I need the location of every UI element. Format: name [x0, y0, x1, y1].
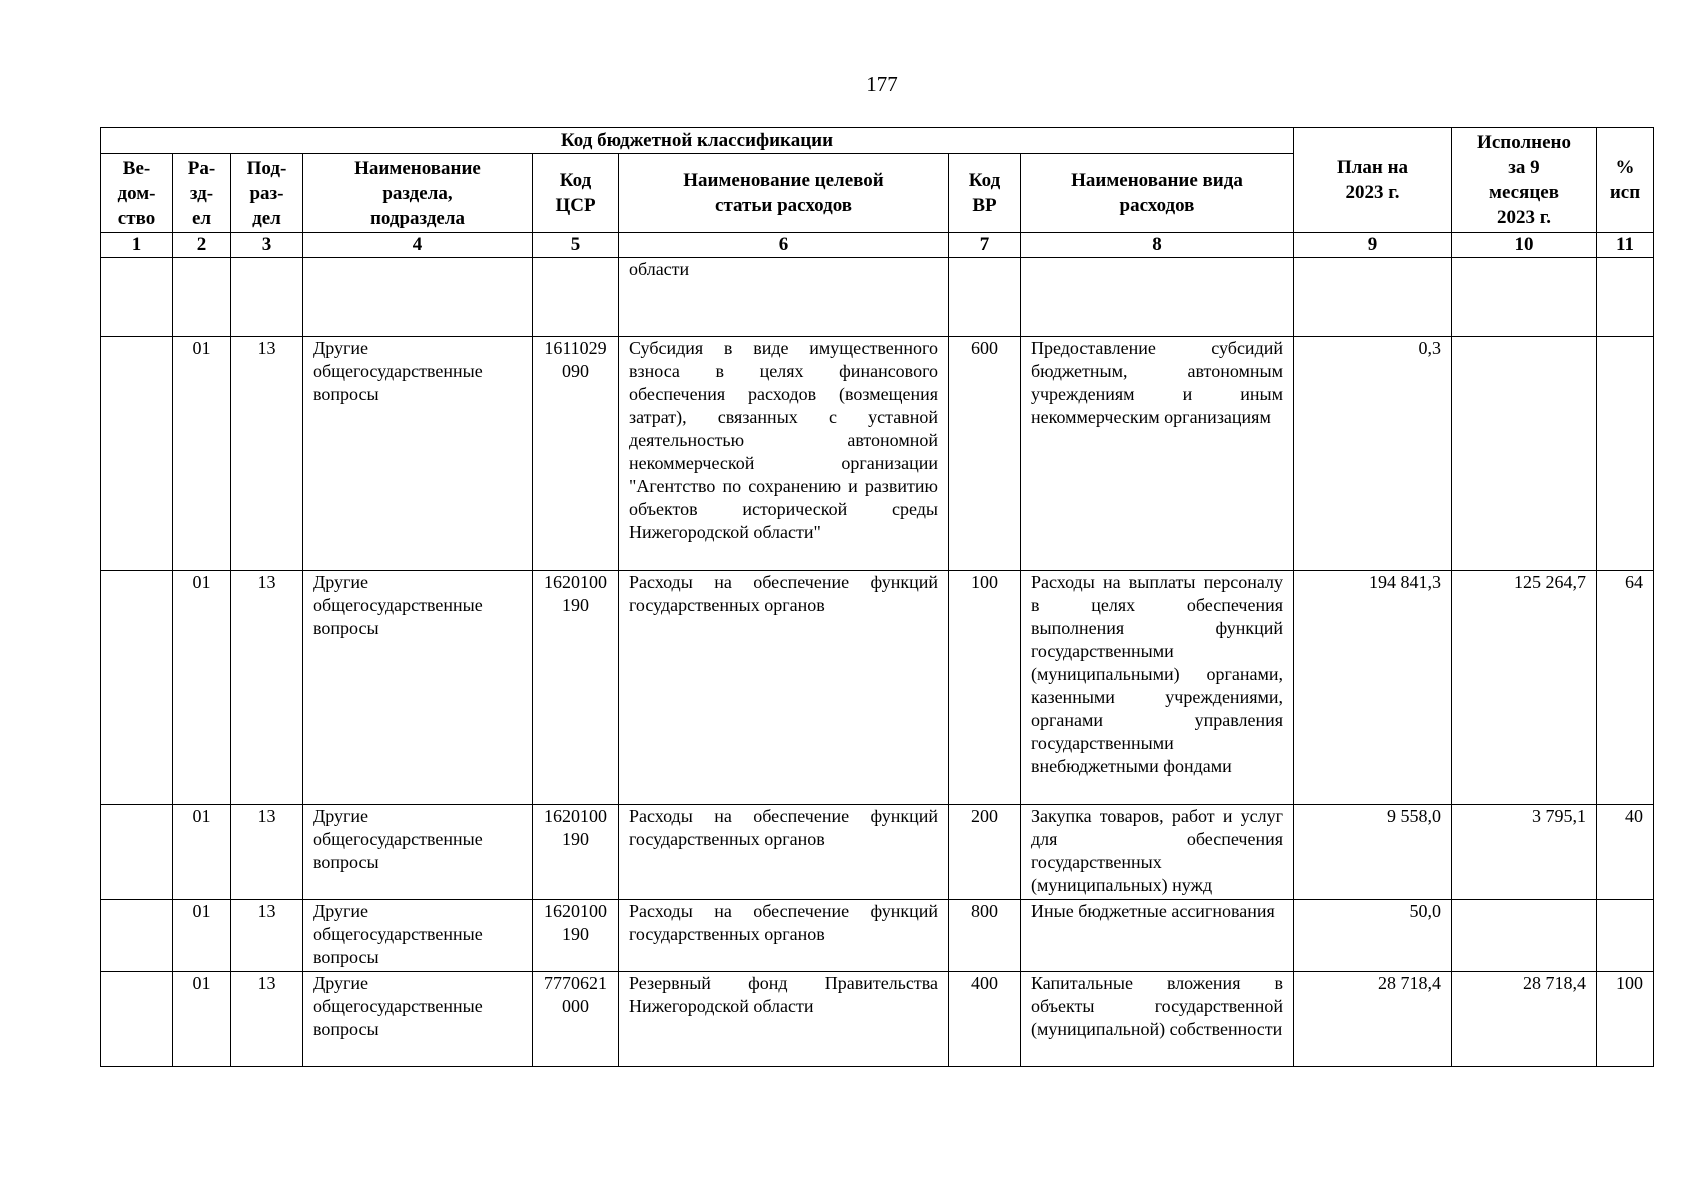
cell-razdel: 01	[173, 805, 231, 900]
column-number: 8	[1021, 233, 1294, 258]
cell-name-razdel: Другие общегосударственные вопросы	[303, 972, 533, 1067]
cell-name-statia: области	[619, 258, 949, 337]
cell-kod-vr: 400	[949, 972, 1021, 1067]
header-name-vid: Наименование вида расходов	[1021, 154, 1294, 233]
table-row	[101, 258, 1654, 337]
cell-executed	[1452, 337, 1597, 571]
cell-percent: 40	[1597, 805, 1654, 900]
cell-razdel: 01	[173, 571, 231, 805]
table-row	[101, 571, 1654, 805]
cell-razdel: 01	[173, 900, 231, 972]
cell-name-razdel: Другие общегосударственные вопросы	[303, 337, 533, 571]
header-row-group	[101, 128, 1654, 154]
table-row	[101, 337, 1654, 571]
cell-vedomstvo	[101, 805, 173, 900]
cell-podrazdel	[231, 258, 303, 337]
cell-kod-csr: 1620100190	[533, 571, 619, 805]
header-name-razdel: Наименование раздела, подраздела	[303, 154, 533, 233]
cell-name-razdel: Другие общегосударственные вопросы	[303, 571, 533, 805]
cell-vedomstvo	[101, 337, 173, 571]
cell-kod-csr	[533, 258, 619, 337]
cell-kod-vr: 100	[949, 571, 1021, 805]
cell-kod-vr	[949, 258, 1021, 337]
column-number: 2	[173, 233, 231, 258]
cell-executed: 3 795,1	[1452, 805, 1597, 900]
cell-kod-csr: 1611029090	[533, 337, 619, 571]
table-row	[101, 805, 1654, 900]
cell-executed	[1452, 258, 1597, 337]
cell-vedomstvo	[101, 972, 173, 1067]
cell-vedomstvo	[101, 900, 173, 972]
cell-name-vid: Расходы на выплаты персоналу в целях обеспечения выполнения функций государственными (муниципальными) органами, казенными учреждениями, органами управления государственными внебюджетными фондами	[1021, 571, 1294, 805]
column-number: 1	[101, 233, 173, 258]
cell-percent	[1597, 337, 1654, 571]
cell-executed: 28 718,4	[1452, 972, 1597, 1067]
cell-kod-vr: 600	[949, 337, 1021, 571]
cell-executed	[1452, 900, 1597, 972]
cell-plan	[1294, 258, 1452, 337]
header-razdel: Ра- зд- ел	[173, 154, 231, 233]
column-number: 7	[949, 233, 1021, 258]
column-number: 10	[1452, 233, 1597, 258]
cell-podrazdel: 13	[231, 571, 303, 805]
column-number: 3	[231, 233, 303, 258]
cell-vedomstvo	[101, 258, 173, 337]
header-executed: Исполнено за 9 месяцев 2023 г.	[1452, 128, 1597, 233]
cell-plan: 9 558,0	[1294, 805, 1452, 900]
cell-name-statia: Расходы на обеспечение функций государственных органов	[619, 900, 949, 972]
cell-name-statia: Субсидия в виде имущественного взноса в целях финансового обеспечения расходов (возмещения затрат), связанных с уставной деятельностью автономной некоммерческой организации "Агентство по сохранению и развитию объектов исторической среды Нижегородской области"	[619, 337, 949, 571]
cell-razdel	[173, 258, 231, 337]
cell-percent: 64	[1597, 571, 1654, 805]
page-number: 177	[866, 72, 898, 96]
cell-percent: 100	[1597, 972, 1654, 1067]
header-podrazdel: Под- раз- дел	[231, 154, 303, 233]
cell-plan: 28 718,4	[1294, 972, 1452, 1067]
cell-plan: 0,3	[1294, 337, 1452, 571]
cell-razdel: 01	[173, 972, 231, 1067]
cell-name-statia: Расходы на обеспечение функций государственных органов	[619, 805, 949, 900]
header-name-statia: Наименование целевой статьи расходов	[619, 154, 949, 233]
cell-kod-vr: 800	[949, 900, 1021, 972]
column-number: 5	[533, 233, 619, 258]
column-number: 9	[1294, 233, 1452, 258]
budget-table	[100, 127, 1654, 1067]
header-plan: План на 2023 г.	[1294, 128, 1452, 233]
cell-executed: 125 264,7	[1452, 571, 1597, 805]
cell-podrazdel: 13	[231, 972, 303, 1067]
cell-name-vid: Предоставление субсидий бюджетным, автономным учреждениям и иным некоммерческим организациям	[1021, 337, 1294, 571]
cell-kod-csr: 1620100190	[533, 900, 619, 972]
cell-name-vid	[1021, 258, 1294, 337]
cell-kod-csr: 1620100190	[533, 805, 619, 900]
cell-podrazdel: 13	[231, 805, 303, 900]
cell-podrazdel: 13	[231, 900, 303, 972]
cell-name-razdel: Другие общегосударственные вопросы	[303, 900, 533, 972]
cell-name-razdel: Другие общегосударственные вопросы	[303, 805, 533, 900]
cell-name-vid: Иные бюджетные ассигнования	[1021, 900, 1294, 972]
column-number-row	[101, 233, 1654, 258]
cell-name-statia: Расходы на обеспечение функций государственных органов	[619, 571, 949, 805]
table-row	[101, 972, 1654, 1067]
table-row	[101, 900, 1654, 972]
column-number: 6	[619, 233, 949, 258]
cell-name-statia: Резервный фонд Правительства Нижегородской области	[619, 972, 949, 1067]
cell-plan: 50,0	[1294, 900, 1452, 972]
cell-name-vid: Капитальные вложения в объекты государственной (муниципальной) собственности	[1021, 972, 1294, 1067]
column-number: 4	[303, 233, 533, 258]
header-kod-vr: Код ВР	[949, 154, 1021, 233]
header-vedomstvo: Ве- дом- ство	[101, 154, 173, 233]
cell-kod-vr: 200	[949, 805, 1021, 900]
cell-plan: 194 841,3	[1294, 571, 1452, 805]
cell-vedomstvo	[101, 571, 173, 805]
header-budget-code-group: Код бюджетной классификации	[101, 128, 1294, 154]
cell-podrazdel: 13	[231, 337, 303, 571]
cell-percent	[1597, 900, 1654, 972]
header-kod-csr: Код ЦСР	[533, 154, 619, 233]
cell-name-razdel	[303, 258, 533, 337]
cell-percent	[1597, 258, 1654, 337]
cell-razdel: 01	[173, 337, 231, 571]
column-number: 11	[1597, 233, 1654, 258]
cell-kod-csr: 7770621000	[533, 972, 619, 1067]
cell-name-vid: Закупка товаров, работ и услуг для обеспечения государственных (муниципальных) нужд	[1021, 805, 1294, 900]
header-percent: % исп	[1597, 128, 1654, 233]
